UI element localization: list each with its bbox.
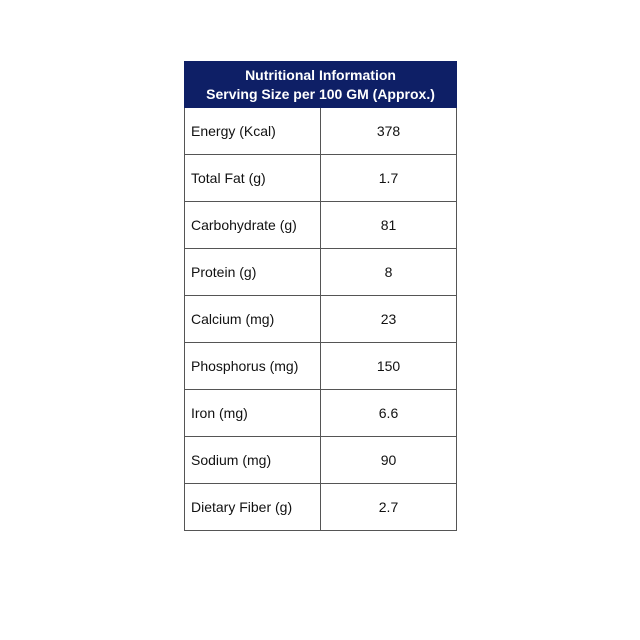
nutrient-label: Iron (mg) <box>185 390 321 437</box>
table-header <box>185 62 457 108</box>
nutrient-value: 378 <box>321 108 457 155</box>
table-title: Nutritional Information <box>245 66 396 83</box>
table-header-row <box>185 62 457 108</box>
nutrient-label: Calcium (mg) <box>185 296 321 343</box>
nutrient-label: Dietary Fiber (g) <box>185 484 321 531</box>
nutrient-label: Carbohydrate (g) <box>185 202 321 249</box>
nutrient-value: 81 <box>321 202 457 249</box>
table-row <box>185 484 457 531</box>
nutrient-value: 6.6 <box>321 390 457 437</box>
table-row <box>185 108 457 155</box>
table-row <box>185 343 457 390</box>
nutrient-label: Protein (g) <box>185 249 321 296</box>
nutrient-value: 8 <box>321 249 457 296</box>
nutrient-label: Sodium (mg) <box>185 437 321 484</box>
nutrient-value: 1.7 <box>321 155 457 202</box>
nutrient-value: 150 <box>321 343 457 390</box>
table-row <box>185 155 457 202</box>
nutrient-label: Energy (Kcal) <box>185 108 321 155</box>
nutrient-label: Phosphorus (mg) <box>185 343 321 390</box>
table-row <box>185 249 457 296</box>
table-row <box>185 202 457 249</box>
nutrient-value: 2.7 <box>321 484 457 531</box>
serving-size: Serving Size per 100 GM (Approx.) <box>206 85 435 102</box>
nutrition-table <box>184 61 457 531</box>
table-row <box>185 437 457 484</box>
table-row <box>185 390 457 437</box>
nutrient-value: 90 <box>321 437 457 484</box>
table-row <box>185 296 457 343</box>
nutrient-value: 23 <box>321 296 457 343</box>
nutrient-label: Total Fat (g) <box>185 155 321 202</box>
